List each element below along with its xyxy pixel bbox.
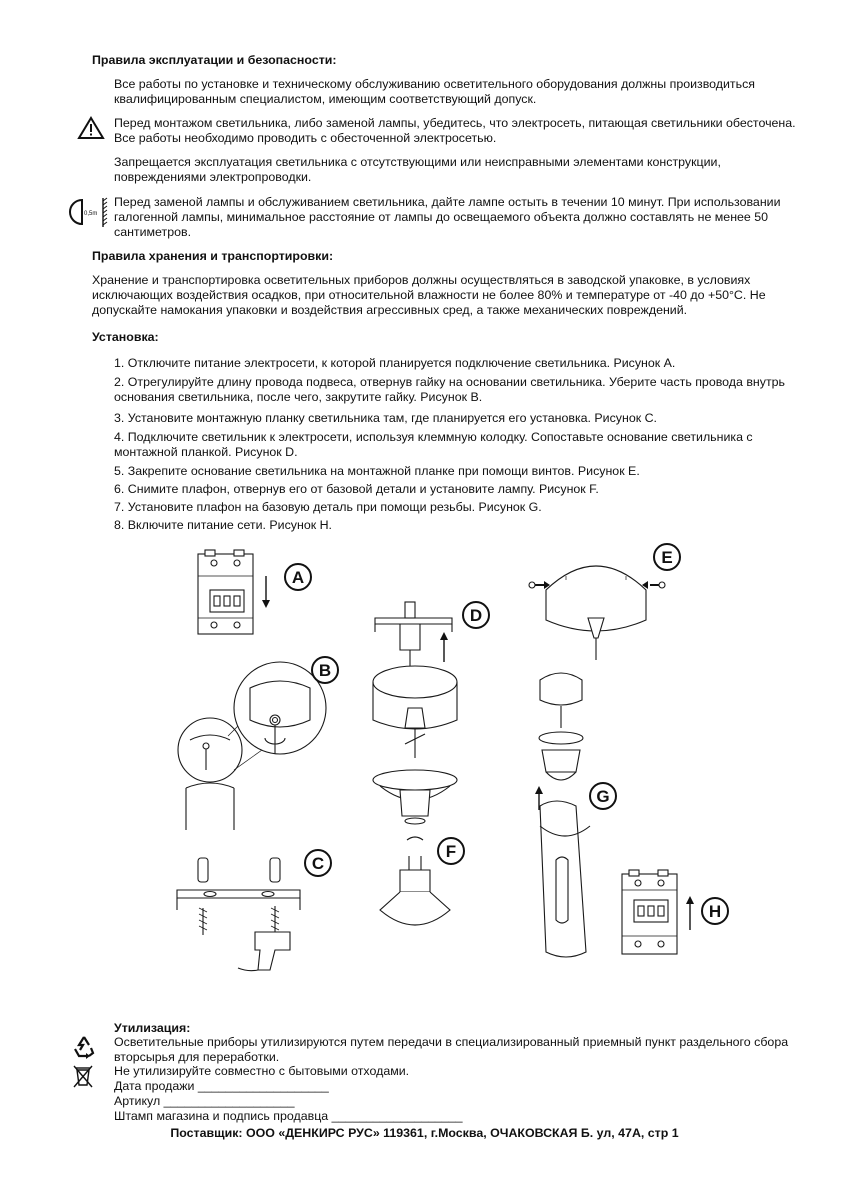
figure-e-label	[654, 544, 680, 570]
svg-text:F: F	[445, 842, 457, 861]
figure-d-bracket	[373, 602, 457, 758]
install-step-1: 1. Отключите питание электросети, к которой планируется подключение светильника. Рисунок A.	[114, 356, 676, 370]
figure-c-mounting	[177, 858, 300, 971]
figure-b-pendant	[178, 662, 326, 830]
svg-text:H: H	[708, 902, 722, 921]
install-step-7: 7. Установите плафон на базовую деталь при помощи резьбы. Рисунок G.	[114, 500, 542, 514]
install-title: Установка:	[92, 330, 159, 344]
disposal-title: Утилизация:	[114, 1021, 191, 1035]
svg-text:E: E	[661, 548, 673, 567]
install-step-4: 4. Подключите светильник к электросети, используя клеммную колодку. Сопоставьте основание светильника с монтажной планкой. Рисунок D.	[114, 430, 753, 460]
stamp-signature-line: Штамп магазина и подпись продавца ___________________	[114, 1109, 463, 1123]
safety-paragraph-prohibited: Запрещается эксплуатация светильника с отсутствующими или неисправными элементами конструкции, повреждениями электропроводки.	[114, 155, 721, 185]
disposal-paragraph: Осветительные приборы утилизируются путем передачи в специализированный приемный пункт раздельного сбора вторсырья для переработки.	[114, 1035, 789, 1065]
install-step-6: 6. Снимите плафон, отвернув его от базовой детали и установите лампу. Рисунок F.	[114, 482, 599, 496]
figure-f-label	[438, 838, 464, 864]
figure-b-label	[312, 657, 338, 683]
figure-h-label	[702, 898, 728, 924]
svg-text:G: G	[596, 787, 610, 806]
install-step-8: 8. Включите питание сети. Рисунок H.	[114, 518, 332, 532]
supplier-footer: Поставщик: ООО «ДЕНКИРС РУС» 119361, г.Москва, ОЧАКОВСКАЯ Б. ул, 47А, стр 1	[170, 1126, 679, 1140]
install-step-3: 3. Установите монтажную планку светильника там, где планируется его установка. Рисунок C.	[114, 411, 657, 425]
distance-label: 0,5m	[84, 211, 98, 217]
safety-paragraph-cooldown: Перед заменой лампы и обслуживанием светильника, дайте лампе остыть в течении 10 минут. При использовании галогенной лампы, минимальное расстояние от лампы до освещаемого объекта должно составлять не менее 50 сантиметров.	[114, 195, 781, 240]
figure-g-label	[590, 783, 616, 809]
lamp-distance-icon	[70, 196, 112, 230]
safety-paragraph-power-off: Перед монтажом светильника, либо заменой лампы, убедитесь, что электросеть, питающая светильники обесточена. Все работы необходимо проводить с обесточенной электросетью.	[114, 116, 796, 146]
warning-icon	[78, 116, 104, 140]
figure-h-breaker	[622, 870, 677, 954]
safety-title: Правила эксплуатации и безопасности:	[92, 53, 337, 67]
figure-c-label	[305, 850, 331, 876]
figure-d-label	[463, 602, 489, 628]
disposal-household-warning: Не утилизируйте совместно с бытовыми отходами.	[114, 1064, 410, 1078]
safety-paragraph-qualified: Все работы по установке и техническому обслуживанию осветительного оборудования должны производиться квалифицированным специалистом, имеющим соответствующий допуск.	[114, 77, 755, 107]
install-step-5: 5. Закрепите основание светильника на монтажной планке при помощи винтов. Рисунок E.	[114, 464, 640, 478]
figure-a-breaker	[198, 550, 253, 634]
installation-diagram	[0, 540, 849, 1020]
svg-text:C: C	[311, 854, 325, 873]
storage-title: Правила хранения и транспортировки:	[92, 249, 334, 263]
svg-text:B: B	[318, 661, 332, 680]
figure-g-tube	[535, 673, 590, 957]
figure-e-base	[529, 566, 665, 660]
install-step-2: 2. Отрегулируйте длину провода подвеса, отвернув гайку на основании светильника. Уберите часть провода внутрь основания светильника, после чего, закрутите гайку. Рисунок B.	[114, 375, 785, 405]
figure-a-label	[285, 564, 311, 590]
svg-text:D: D	[469, 606, 483, 625]
sale-date-line: Дата продажи ___________________	[114, 1079, 329, 1093]
svg-text:A: A	[291, 568, 305, 587]
storage-paragraph: Хранение и транспортировка осветительных приборов должны осуществляться в заводской упаковке, в условиях исключающих воздействия осадков, при относительной влажности не более 80% и температуре от -40 до +50°С. Не допускайте намокания упаковки и воздействия агрессивных сред, а также механических повреждений.	[92, 273, 766, 318]
article-line: Артикул ___________________	[114, 1094, 295, 1108]
crossed-bin-icon	[71, 1063, 95, 1089]
recycle-icon	[71, 1035, 97, 1059]
